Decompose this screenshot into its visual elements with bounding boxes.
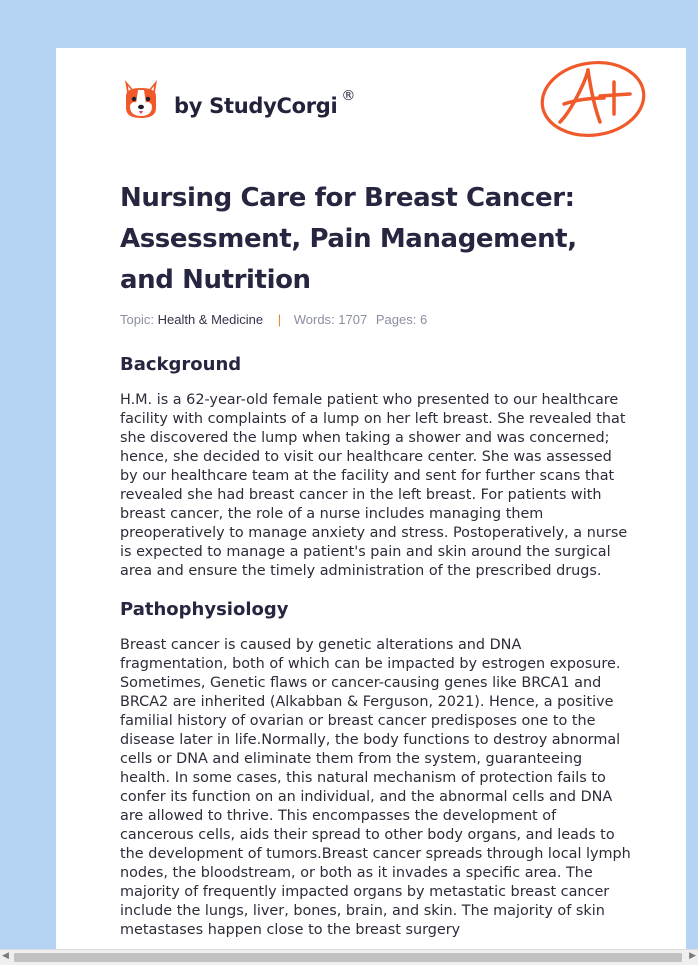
words-count: 1707 — [338, 312, 368, 327]
brand-header[interactable] — [122, 76, 355, 124]
a-plus-icon — [538, 58, 648, 140]
article-meta — [120, 312, 427, 327]
scroll-left-arrow-icon[interactable]: ◀ — [2, 951, 9, 961]
section-body-pathophysiology: Breast cancer is caused by genetic alterations and DNA fragmentation, both of which can be impacted by estrogen exposure. Sometimes, Genetic flaws or cancer-causing genes like BRCA1 and BRCA2 are inherited (Alkabban & Ferguson, 2021). Hence, a positive familial history of ovarian or breast cancer predisposes one to the disease later in life.Normally, the body functions to destroy abnormal cells or DNA and eliminate them from the system, guaranteeing health. In some cases, this natural mechanism of protection fails to confer its function on an individual, and the abnormal cells and DNA are allowed to thrive. This encompasses the development of cancerous cells, aids their spread to other body organs, and leads to the development of tumors.Breast cancer spreads through local lymph nodes, the bloodstream, or both as it invades a specific area. The majority of frequently impacted organs by metastatic breast cancer include the lungs, liver, bones, brain, and skin. The majority of skin metastases happen close to the breast surgery — [120, 637, 631, 938]
registered-mark: ® — [341, 88, 356, 104]
topic-label: Topic: — [120, 312, 154, 327]
section-body-background: H.M. is a 62-year-old female patient who presented to our healthcare facility with complaints of a lump on her left breast. She revealed that she discovered the lump when taking a shower and was concerned; hence, she decided to visit our healthcare center. She was assessed by our healthcare team at the facility and sent for further scans that revealed she had breast cancer in the left breast. For patients with breast cancer, the role of a nurse includes managing them preoperatively to manage anxiety and stress. Postoperatively, a nurse is expected to manage a patient's pain and skin around the surgical area and ensure the timely administration of the prescribed drugs. — [120, 392, 628, 579]
topic-link[interactable]: Health & Medicine — [157, 312, 264, 327]
scroll-right-arrow-icon[interactable]: ▶ — [689, 951, 696, 961]
section-heading-pathophysiology: Pathophysiology — [120, 599, 289, 620]
words-label: Words: — [293, 312, 335, 327]
horizontal-scrollbar[interactable] — [0, 949, 698, 965]
document-page — [56, 48, 686, 964]
pages-count: 6 — [419, 312, 428, 327]
article-title: Nursing Care for Breast Cancer: Assessment, Pain Management, and Nutrition — [120, 183, 577, 295]
section-heading-background: Background — [120, 354, 242, 375]
scrollbar-thumb[interactable] — [14, 953, 682, 962]
brand-name: by StudyCorgi — [174, 94, 338, 118]
pages-label: Pages: — [375, 312, 417, 327]
meta-separator: | — [277, 312, 282, 327]
corgi-icon — [122, 78, 160, 122]
